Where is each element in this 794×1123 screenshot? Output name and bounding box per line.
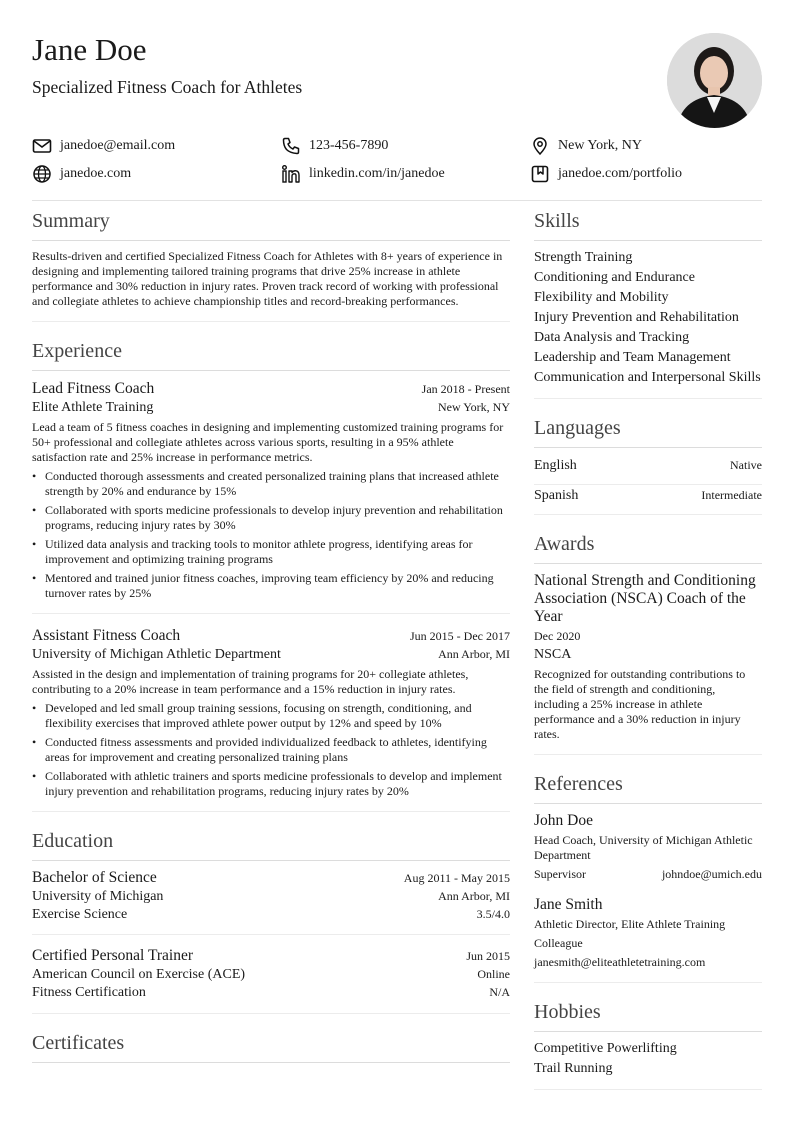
list-item: • Mentored and trained junior fitness coaches, improving team efficiency by 20% and reducing turnover rates by 25%: [32, 571, 510, 601]
section-divider: [534, 563, 762, 564]
sidebar-column: [534, 207, 762, 1090]
job-dates: Jun 2015 - Dec 2017: [410, 629, 510, 643]
list-item: • Utilized data analysis and tracking tools to monitor athlete progress, identifying areas for improvement and optimizing training programs: [32, 537, 510, 567]
reference-name: John Doe: [534, 812, 593, 829]
reference-role: Athletic Director, Elite Athlete Training: [534, 917, 726, 931]
resume-header: [32, 30, 762, 130]
list-item: • Developed and led small group training sessions, focusing on strength, conditioning, and flexibility exercises that improved athlete power output by 12% and speed by 10%: [32, 701, 510, 731]
award-title: National Strength and Conditioning Association (NSCA) Coach of the Year: [534, 572, 756, 625]
language-level: Native: [730, 458, 762, 472]
contact-email[interactable]: [32, 134, 175, 158]
mail-icon: [32, 136, 52, 156]
candidate-headline: Specialized Fitness Coach for Athletes: [32, 77, 303, 97]
section-title-certificates: Certificates: [32, 1032, 125, 1054]
section-end-divider: [534, 398, 762, 399]
edu-degree: Certified Personal Trainer: [32, 947, 194, 964]
section-title-awards: Awards: [534, 533, 595, 555]
list-item: Communication and Interpersonal Skills: [534, 370, 761, 385]
list-item: • Conducted thorough assessments and created personalized training plans that increased athlete strength by 20% and endurance by 15%: [32, 469, 510, 499]
language-name: English: [534, 458, 577, 473]
job-bullets: [32, 701, 510, 799]
language-row: [534, 455, 762, 484]
phone-text: 123-456-7890: [309, 138, 389, 153]
contact-website[interactable]: [32, 162, 131, 186]
section-title-hobbies: Hobbies: [534, 1001, 601, 1023]
edu-school: American Council on Exercise (ACE): [32, 967, 246, 982]
contact-location: [530, 134, 642, 158]
education-entry: [32, 935, 510, 1013]
job-title: Lead Fitness Coach: [32, 380, 155, 397]
language-name: Spanish: [534, 488, 579, 503]
contact-portfolio[interactable]: [530, 162, 682, 186]
list-item: Injury Prevention and Rehabilitation: [534, 310, 739, 325]
job-company: Elite Athlete Training: [32, 400, 154, 415]
section-title-summary: Summary: [32, 210, 110, 232]
header-divider: [32, 200, 762, 201]
linkedin-text: linkedin.com/in/janedoe: [309, 166, 445, 181]
reference-entry: [534, 811, 762, 892]
list-item: Strength Training: [534, 250, 633, 265]
section-end-divider: [32, 321, 510, 322]
hobbies-list: [534, 1039, 762, 1089]
reference-role: Head Coach, University of Michigan Athletic Department: [534, 833, 753, 862]
edu-field: Exercise Science: [32, 907, 128, 922]
edu-grade: N/A: [489, 985, 510, 999]
section-divider: [32, 860, 510, 861]
reference-entry: [534, 892, 762, 982]
section-title-experience: Experience: [32, 340, 122, 362]
experience-section: [32, 337, 510, 812]
awards-section: [534, 530, 762, 755]
job-location: Ann Arbor, MI: [438, 647, 510, 661]
section-end-divider: [32, 811, 510, 812]
candidate-name: Jane Doe: [32, 32, 147, 67]
list-item: Flexibility and Mobility: [534, 290, 669, 305]
reference-name: Jane Smith: [534, 896, 603, 913]
job-dates: Jan 2018 - Present: [421, 382, 510, 396]
hobbies-section: [534, 998, 762, 1090]
list-item: Conditioning and Endurance: [534, 270, 695, 285]
location-pin-icon: [530, 136, 550, 156]
section-divider: [32, 1062, 510, 1063]
contact-phone[interactable]: [281, 134, 388, 158]
list-item: Data Analysis and Tracking: [534, 330, 690, 345]
section-end-divider: [32, 1013, 510, 1014]
list-item: • Collaborated with sports medicine professionals to develop injury prevention and rehabilitation programs, reducing injury rates by 30%: [32, 503, 510, 533]
edu-location: Ann Arbor, MI: [438, 889, 510, 903]
reference-relation: Supervisor: [534, 867, 586, 881]
experience-entry: [32, 614, 510, 811]
website-text: janedoe.com: [60, 166, 132, 181]
section-end-divider: [534, 982, 762, 983]
section-divider: [534, 240, 762, 241]
job-company: University of Michigan Athletic Department: [32, 647, 281, 662]
experience-entry: [32, 378, 510, 613]
edu-grade: 3.5/4.0: [476, 907, 510, 921]
edu-dates: Aug 2011 - May 2015: [403, 871, 510, 885]
location-text: New York, NY: [558, 138, 643, 153]
section-title-education: Education: [32, 830, 114, 852]
section-end-divider: [534, 514, 762, 515]
email-text: janedoe@email.com: [60, 138, 176, 153]
job-description: Assisted in the design and implementation of training programs for 20+ collegiate athletes, contributing to a 20% increase in team performance and a 15% reduction in injury rates.: [32, 667, 469, 696]
education-entry: [32, 868, 510, 934]
reference-relation: Colleague: [534, 936, 583, 950]
job-bullets: [32, 469, 510, 601]
section-divider: [32, 240, 510, 241]
phone-icon: [281, 136, 301, 156]
list-item: Leadership and Team Management: [534, 350, 731, 365]
section-title-skills: Skills: [534, 210, 580, 232]
section-title-languages: Languages: [534, 417, 621, 439]
edu-dates: Jun 2015: [466, 949, 510, 963]
edu-field: Fitness Certification: [32, 985, 146, 1000]
section-end-divider: [534, 1089, 762, 1090]
section-divider: [32, 370, 510, 371]
references-section: [534, 770, 762, 983]
section-divider: [534, 803, 762, 804]
contact-linkedin[interactable]: [281, 162, 445, 186]
job-location: New York, NY: [437, 400, 510, 414]
portfolio-icon: [530, 164, 550, 184]
portfolio-text: janedoe.com/portfolio: [558, 166, 683, 181]
award-description: Recognized for outstanding contributions to the field of strength and conditioning, including a 25% increase in athlete performance and a 30% reduction in injury rates.: [534, 667, 746, 741]
section-title-references: References: [534, 773, 623, 795]
section-divider: [534, 447, 762, 448]
language-row: [534, 485, 762, 514]
section-divider: [534, 1031, 762, 1032]
list-item: • Conducted fitness assessments and provided individualized feedback to athletes, identifying areas for improvement and creating personalized training plans: [32, 735, 510, 765]
summary-text: Results-driven and certified Specialized Fitness Coach for Athletes with 8+ years of experience in designing and implementing tailored training programs that drive 25% increase in athlete performance and 30% reduction in injury rates. Proven track record of working with professional and collegiate athletes to achieve championship titles and record-breaking performances.: [32, 249, 503, 308]
certificates-section: [32, 1029, 510, 1063]
edu-location: Online: [477, 967, 510, 981]
summary-section: [32, 207, 510, 322]
job-title: Assistant Fitness Coach: [32, 627, 181, 644]
edu-degree: Bachelor of Science: [32, 869, 157, 886]
list-item: • Collaborated with athletic trainers and sports medicine professionals to develop and implement injury prevention and rehabilitation programs, reducing injury rates by 20%: [32, 769, 510, 799]
award-org: NSCA: [534, 647, 572, 662]
languages-section: [534, 414, 762, 515]
reference-contact[interactable]: janesmith@eliteathletetraining.com: [534, 955, 706, 969]
linkedin-icon: [281, 164, 301, 184]
job-description: Lead a team of 5 fitness coaches in designing and implementing customized training programs for 50+ professional and collegiate athletes across various sports, resulting in a 95% athlete satisfaction rate and 25% increase in performance metrics.: [32, 420, 504, 464]
section-end-divider: [534, 754, 762, 755]
list-item: Competitive Powerlifting: [534, 1041, 677, 1056]
award-entry: [534, 571, 762, 754]
award-date: Dec 2020: [534, 629, 581, 643]
profile-photo-icon: [667, 33, 762, 128]
globe-icon: [32, 164, 52, 184]
language-level: Intermediate: [701, 488, 762, 502]
avatar: [667, 33, 762, 128]
skills-section: [534, 207, 762, 399]
main-column: [32, 207, 510, 1070]
reference-contact[interactable]: johndoe@umich.edu: [661, 867, 762, 881]
list-item: Trail Running: [534, 1061, 613, 1076]
education-section: [32, 827, 510, 1014]
edu-school: University of Michigan: [32, 889, 164, 904]
skills-list: [534, 248, 762, 398]
